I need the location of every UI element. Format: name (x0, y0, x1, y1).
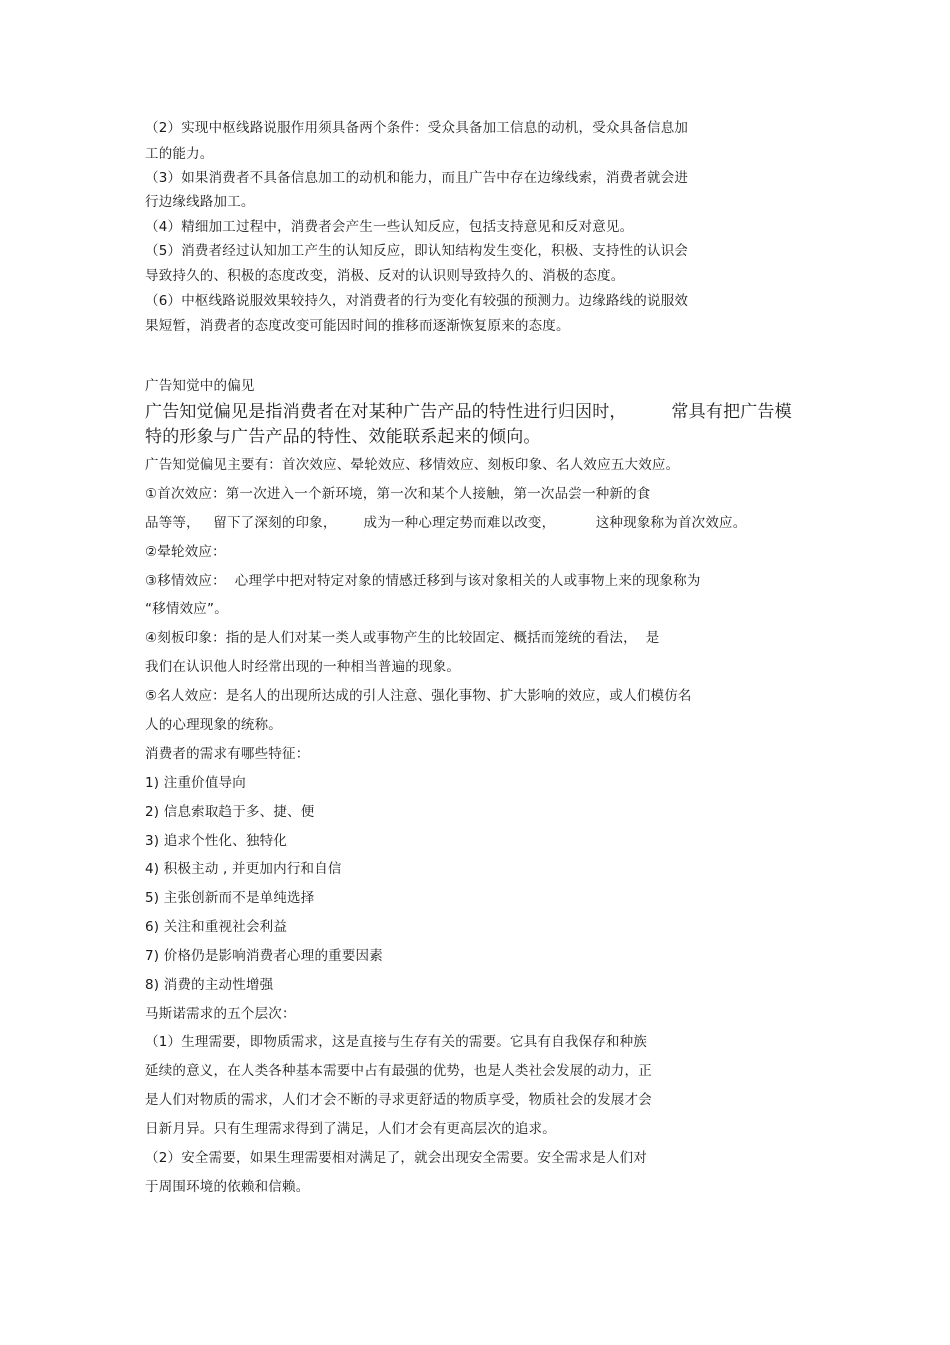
text-line: （2）实现中枢线路说服作用须具备两个条件：受众具备加工信息的动机，受众具备信息加 (145, 120, 689, 136)
list-item: 5) 主张创新而不是单纯选择 (145, 890, 315, 906)
list-item: 2) 信息索取趋于多、捷、便 (145, 804, 315, 820)
list-item: 8) 消费的主动性增强 (145, 977, 274, 993)
section-heading: 广告知觉中的偏见 (145, 378, 255, 394)
emphasized-line: 广告知觉偏见是指消费者在对某种广告产品的特性进行归因时， 常具有把广告模 (145, 402, 792, 422)
text-line: ②晕轮效应： (145, 544, 226, 560)
text-line: 于周围环境的依赖和信赖。 (145, 1179, 310, 1195)
text-line: 人的心理现象的统称。 (145, 717, 282, 733)
text-line: 是人们对物质的需求，人们才会不断的寻求更舒适的物质享受，物质社会的发展才会 (145, 1092, 652, 1108)
list-item: 1) 注重价值导向 (145, 775, 246, 791)
text-line: ①首次效应：第一次进入一个新环境，第一次和某个人接触，第一次品尝一种新的食 (145, 486, 651, 502)
list-item: 6) 关注和重视社会利益 (145, 919, 288, 935)
text-line: ⑤名人效应：是名人的出现所达成的引人注意、强化事物、扩大影响的效应，或人们模仿名 (145, 688, 692, 704)
text-line: 行边缘线路加工。 (145, 194, 255, 210)
list-item: 4) 积极主动 , 并更加内行和自信 (145, 861, 342, 877)
section-heading: 消费者的需求有哪些特征： (145, 746, 310, 762)
text-line: 广告知觉偏见主要有：首次效应、晕轮效应、移情效应、刻板印象、名人效应五大效应。 (145, 457, 680, 473)
text-line: （3）如果消费者不具备信息加工的动机和能力，而且广告中存在边缘线索，消费者就会进 (145, 170, 689, 186)
list-item: 7) 价格仍是影响消费者心理的重要因素 (145, 948, 383, 964)
list-item: 3) 追求个性化、独特化 (145, 833, 288, 849)
text-line: （4）精细加工过程中，消费者会产生一些认知反应，包括支持意见和反对意见。 (145, 219, 634, 235)
text-line: 我们在认识他人时经常出现的一种相当普遍的现象。 (145, 659, 461, 675)
text-line: ④刻板印象：指的是人们对某一类人或事物产生的比较固定、概括而笼统的看法， 是 (145, 630, 660, 646)
text-line: 工的能力。 (145, 146, 214, 162)
text-line: 延续的意义，在人类各种基本需要中占有最强的优势，也是人类社会发展的动力，正 (145, 1063, 652, 1079)
section-heading: 马斯诺需求的五个层次： (145, 1006, 296, 1022)
emphasized-line: 特的形象与广告产品的特性、效能联系起来的倾向。 (145, 427, 541, 447)
text-line: ③移情效应： 心理学中把对特定对象的情感迁移到与该对象相关的人或事物上来的现象称为 (145, 573, 701, 589)
text-line: 导致持久的、积极的态度改变，消极、反对的认识则导致持久的、消极的态度。 (145, 268, 625, 284)
text-line: （1）生理需要，即物质需求，这是直接与生存有关的需要。它具有自我保存和种族 (145, 1034, 647, 1050)
text-line: （2）安全需要，如果生理需要相对满足了，就会出现安全需要。安全需求是人们对 (145, 1150, 647, 1166)
text-line: （6）中枢线路说服效果较持久，对消费者的行为变化有较强的预测力。边缘路线的说服效 (145, 293, 689, 309)
text-line: 日新月异。只有生理需求得到了满足，人们才会有更高层次的追求。 (145, 1121, 556, 1137)
text-line: 品等等， 留下了深刻的印象， 成为一种心理定势而难以改变， 这种现象称为首次效应。 (145, 515, 747, 531)
text-line: 果短暂，消费者的态度改变可能因时间的推移而逐渐恢复原来的态度。 (145, 318, 570, 334)
text-line: （5）消费者经过认知加工产生的认知反应，即认知结构发生变化，积极、支持性的认识会 (145, 243, 689, 259)
text-line: “移情效应”。 (145, 601, 228, 617)
